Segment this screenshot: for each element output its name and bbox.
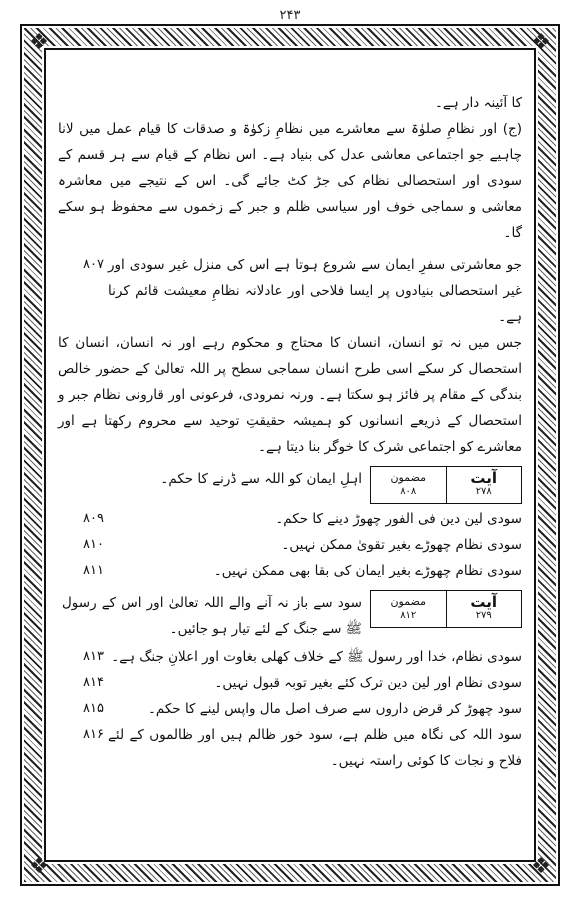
entry-number: ۸۱۶ bbox=[83, 727, 104, 742]
entry-number: ۸۱۳ bbox=[83, 649, 104, 664]
entry-number: ۸۰۹ bbox=[83, 511, 104, 526]
entry-808-text: اہلِ ایمان کو اللہ سے ڈرنے کا حکم۔ bbox=[160, 471, 362, 487]
entry-number: ۸۱۴ bbox=[83, 675, 104, 690]
ayat-number: ۲۷۹ bbox=[475, 610, 492, 621]
entry-812-text: سود سے باز نہ آنے والے اللہ تعالیٰ اور اس کے رسول ﷺ سے جنگ کے لئے تیار ہو جائیں۔ bbox=[62, 595, 362, 637]
entry-text: سودی نظام چھوڑے بغیر ایمان کی بقا بھی ممکن نہیں۔ bbox=[213, 563, 522, 579]
entry-text: سود چھوڑ کر قرض داروں سے صرف اصل مال واپس لینے کا حکم۔ bbox=[147, 701, 522, 717]
paragraph-j: (ج) اور نظامِ صلوٰۃ سے معاشرے میں نظامِ زکوٰۃ و صدقات کا قیام عمل میں لانا چاہیے جو اجتماعی معاشی عدل کی بنیاد ہے۔ اس نظام کے قیام سے ہر قسم کے سودی اور استحصالی نظام کی جڑ کٹ جائے گی۔ اس کے نتیجے میں معاشرہ معاشی و سماجی خوف اور سیاسی ظلم و جبر کے زخموں سے محفوظ ہو سکے گا۔ bbox=[58, 121, 522, 241]
ayat-279-row bbox=[58, 590, 522, 642]
entry-813 bbox=[58, 644, 522, 670]
ayat-label: آیت bbox=[470, 469, 498, 487]
entry-text: سودی لین دین فی الفور چھوڑ دینے کا حکم۔ bbox=[275, 511, 522, 527]
ayat-278-row bbox=[58, 466, 522, 504]
entry-811 bbox=[58, 558, 522, 584]
mazmoon-label: مضمون bbox=[390, 471, 427, 484]
intro-line: کا آئینہ دار ہے۔ bbox=[435, 95, 522, 111]
mazmoon-range: ۸۱۲ bbox=[400, 610, 417, 621]
entry-810 bbox=[58, 532, 522, 558]
entry-number: ۸۱۱ bbox=[83, 563, 104, 578]
ayat-label: آیت bbox=[470, 593, 498, 611]
corner-ornament-icon: ❖ bbox=[29, 30, 49, 55]
ayat-box-278 bbox=[370, 466, 522, 504]
entry-text: سودی نظام اور لین دین ترک کئے بغیر توبہ قبول نہیں۔ bbox=[214, 675, 522, 691]
entry-814 bbox=[58, 670, 522, 696]
corner-ornament-icon: ❖ bbox=[29, 854, 49, 879]
entry-816 bbox=[58, 722, 522, 774]
mazmoon-range: ۸۰۸ bbox=[400, 486, 417, 497]
entry-text: سودی نظام، خدا اور رسول ﷺ کے خلاف کھلی بغاوت اور اعلانِ جنگ ہے۔ bbox=[111, 649, 522, 665]
ayat-cell bbox=[447, 467, 522, 503]
mazmoon-cell bbox=[371, 467, 447, 503]
ayat-box-279 bbox=[370, 590, 522, 628]
ayat-cell bbox=[447, 591, 522, 627]
entry-number: ۸۰۷ bbox=[83, 257, 104, 272]
entry-text: جو معاشرتی سفرِ ایمان سے شروع ہوتا ہے اس کی منزل غیر سودی اور غیر استحصالی بنیادوں پر ایسا فلاحی اور عادلانہ نظامِ معیشت قائم کرنا ہے۔ bbox=[108, 257, 522, 325]
entry-815 bbox=[58, 696, 522, 722]
entry-number: ۸۱۵ bbox=[83, 701, 104, 716]
ayat-number: ۲۷۸ bbox=[475, 486, 492, 497]
page-number: ۲۴۳ bbox=[279, 8, 301, 23]
entry-807 bbox=[58, 252, 522, 330]
page-content bbox=[58, 90, 522, 854]
mazmoon-cell bbox=[371, 591, 447, 627]
entry-text: سود اللہ کی نگاہ میں ظلم ہے، سود خور ظالم ہیں اور ظالموں کے لئے فلاح و نجات کا کوئی راستہ نہیں۔ bbox=[108, 727, 522, 769]
entry-809 bbox=[58, 506, 522, 532]
entry-text: سودی نظام چھوڑے بغیر تقویٰ ممکن نہیں۔ bbox=[281, 537, 522, 553]
paragraph-2: جس میں نہ تو انسان، انسان کا محتاج و محکوم رہے اور نہ انسان، انسان کا استحصال کر سکے اسی طرح انسان سماجی سطح پر اللہ تعالیٰ کے حضور خالص بندگی کے مقام پر فائز ہو سکتا ہے۔ ورنہ نمرودی، فرعونی اور قارونی نظام جبر و استحصال کے ذریعے انسانوں کو ہمیشہ حقیقتِ توحید سے محروم رکھتا ہے اور معاشرے کو اجتماعی شرک کا خوگر بنا دیتا ہے۔ bbox=[58, 335, 522, 455]
corner-ornament-icon: ❖ bbox=[531, 854, 551, 879]
mazmoon-label: مضمون bbox=[390, 595, 427, 608]
entry-number: ۸۱۰ bbox=[83, 537, 104, 552]
corner-ornament-icon: ❖ bbox=[531, 30, 551, 55]
